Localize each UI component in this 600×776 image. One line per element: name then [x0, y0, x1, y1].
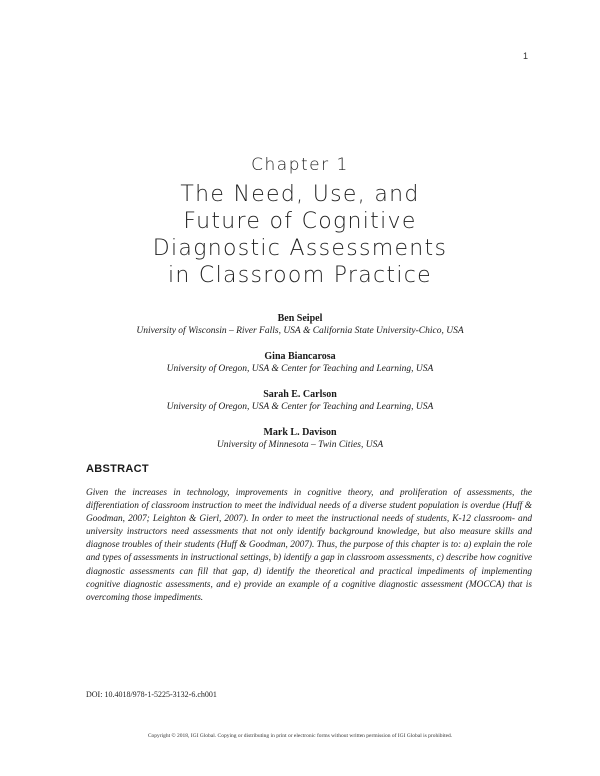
chapter-title-line: Future of Cognitive [183, 209, 417, 234]
author-block [0, 350, 600, 375]
author-list [0, 312, 600, 464]
copyright-notice: Copyright © 2018, IGI Global. Copying or distributing in print or electronic forms without written permission of IGI Global is prohibited. [147, 733, 453, 739]
author-block [0, 388, 600, 413]
chapter-title-line: The Need, Use, and [180, 182, 420, 207]
author-affiliation: University of Minnesota – Twin Cities, USA [216, 440, 384, 450]
author-name: Gina Biancarosa [264, 351, 336, 362]
author-block [0, 312, 600, 337]
page-number: 1 [522, 51, 528, 61]
author-name: Mark L. Davison [263, 427, 337, 438]
chapter-title-line: in Classroom Practice [167, 263, 432, 288]
abstract-body: Given the increases in technology, improvements in cognitive theory, and proliferation of assessments, the differentiation of classroom instruction to meet the individual needs of a diverse student population is overdue (Huff & Goodman, 2007; Leighton & Gierl, 2007). In order to meet the instructional needs of students, K-12 classroom- and university instructors need assessments that not only identify background knowledge, but also measure skills and diagnose troubles of their students (Huff & Goodman, 2007). Thus, the purpose of this chapter is to: a) explain the role and types of assessments in instructional settings, b) identify a gap in classroom assessments, c) describe how cognitive diagnostic assessments can fill that gap, d) identify the theoretical and practical impediments of implementing cognitive diagnostic assessments, and e) provide an example of a cognitive diagnostic assessment (MOCCA) that is overcoming those impediments. [86, 488, 532, 603]
author-affiliation: University of Oregon, USA & Center for Teaching and Learning, USA [166, 364, 434, 374]
author-affiliation: University of Wisconsin – River Falls, USA & California State University-Chico, USA [136, 326, 464, 336]
author-affiliation: University of Oregon, USA & Center for Teaching and Learning, USA [166, 402, 434, 412]
doi-footnote: DOI: 10.4018/978-1-5225-3132-6.ch001 [86, 690, 217, 699]
author-name: Ben Seipel [277, 313, 323, 324]
abstract-heading: ABSTRACT [86, 463, 149, 475]
chapter-label: Chapter 1 [251, 155, 349, 175]
chapter-title-line: Diagnostic Assessments [152, 236, 448, 261]
chapter-title [0, 181, 600, 289]
author-name: Sarah E. Carlson [263, 389, 337, 400]
author-block [0, 426, 600, 451]
